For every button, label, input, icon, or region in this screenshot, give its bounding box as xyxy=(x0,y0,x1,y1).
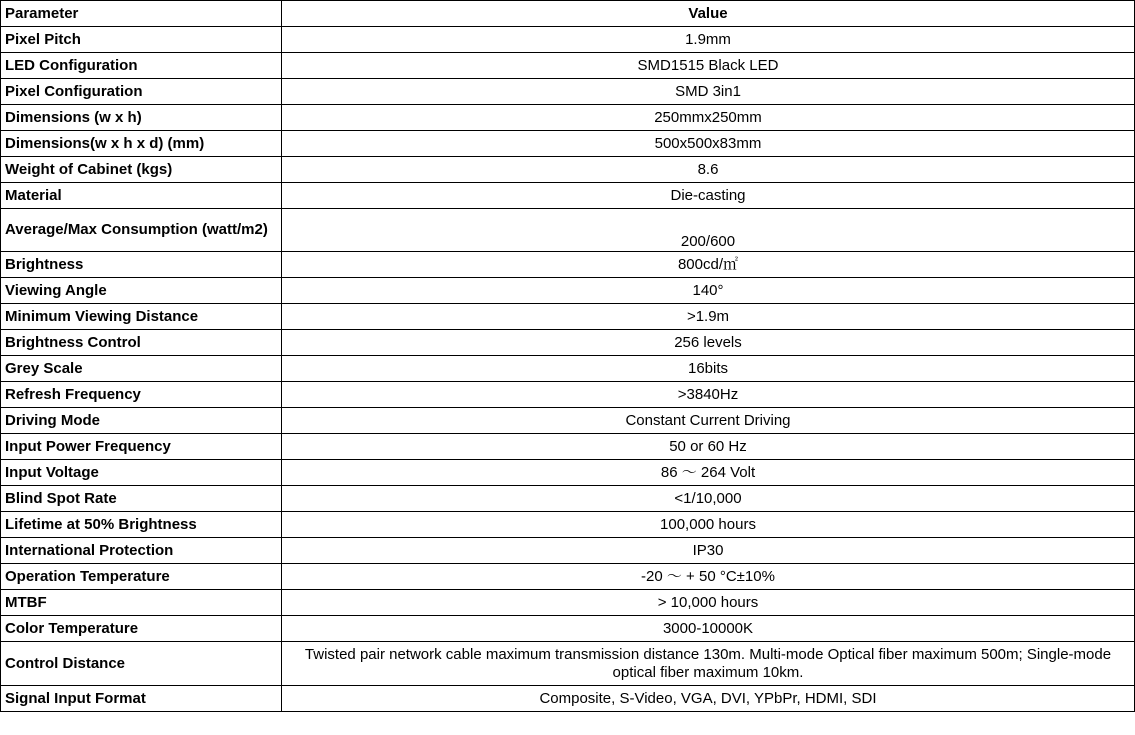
value-cell: <1/10,000 xyxy=(282,486,1135,512)
header-value: Value xyxy=(282,1,1135,27)
table-header-row xyxy=(1,1,1135,27)
value-cell: -20 ～ + 50 °C±10% xyxy=(282,564,1135,590)
value-cell: 800cd/㎡ xyxy=(282,252,1135,278)
table-row xyxy=(1,278,1135,304)
value-cell: >3840Hz xyxy=(282,382,1135,408)
table-row xyxy=(1,686,1135,712)
value-cell: SMD 3in1 xyxy=(282,79,1135,105)
table-row xyxy=(1,157,1135,183)
value-cell: Twisted pair network cable maximum transmission distance 130m. Multi-mode Optical fiber maximum 500m; Single-mode optical fiber maximum 10km. xyxy=(282,642,1135,686)
value-cell: 250mmx250mm xyxy=(282,105,1135,131)
value-cell: 100,000 hours xyxy=(282,512,1135,538)
value-cell: >1.9m xyxy=(282,304,1135,330)
value-cell: 86 ～ 264 Volt xyxy=(282,460,1135,486)
parameter-cell: Pixel Configuration xyxy=(1,79,282,105)
parameter-cell: Driving Mode xyxy=(1,408,282,434)
table-row xyxy=(1,105,1135,131)
table-row xyxy=(1,642,1135,686)
parameter-cell: Material xyxy=(1,183,282,209)
parameter-cell: Refresh Frequency xyxy=(1,382,282,408)
parameter-cell: Viewing Angle xyxy=(1,278,282,304)
table-row xyxy=(1,304,1135,330)
parameter-cell: Dimensions (w x h) xyxy=(1,105,282,131)
value-cell: 256 levels xyxy=(282,330,1135,356)
value-cell: 16bits xyxy=(282,356,1135,382)
value-cell: SMD1515 Black LED xyxy=(282,53,1135,79)
table-row xyxy=(1,356,1135,382)
value-cell: Composite, S-Video, VGA, DVI, YPbPr, HDMI, SDI xyxy=(282,686,1135,712)
value-cell: 3000-10000K xyxy=(282,616,1135,642)
parameter-cell: Blind Spot Rate xyxy=(1,486,282,512)
table-row xyxy=(1,434,1135,460)
table-row xyxy=(1,53,1135,79)
parameter-cell: Operation Temperature xyxy=(1,564,282,590)
parameter-cell: Color Temperature xyxy=(1,616,282,642)
table-row xyxy=(1,209,1135,252)
table-row xyxy=(1,27,1135,53)
parameter-cell: Weight of Cabinet (kgs) xyxy=(1,157,282,183)
parameter-cell: Brightness xyxy=(1,252,282,278)
table-row xyxy=(1,79,1135,105)
header-parameter: Parameter xyxy=(1,1,282,27)
table-row xyxy=(1,486,1135,512)
spec-table-body xyxy=(1,27,1135,712)
parameter-cell: Input Voltage xyxy=(1,460,282,486)
parameter-cell: MTBF xyxy=(1,590,282,616)
value-cell: IP30 xyxy=(282,538,1135,564)
value-cell: 140° xyxy=(282,278,1135,304)
table-row xyxy=(1,131,1135,157)
value-cell: > 10,000 hours xyxy=(282,590,1135,616)
parameter-cell: Signal Input Format xyxy=(1,686,282,712)
parameter-cell: International Protection xyxy=(1,538,282,564)
parameter-cell: Input Power Frequency xyxy=(1,434,282,460)
value-cell: Die-casting xyxy=(282,183,1135,209)
table-row xyxy=(1,252,1135,278)
table-row xyxy=(1,330,1135,356)
parameter-cell: Control Distance xyxy=(1,642,282,686)
table-row xyxy=(1,408,1135,434)
parameter-cell: Brightness Control xyxy=(1,330,282,356)
parameter-cell: Minimum Viewing Distance xyxy=(1,304,282,330)
value-cell: Constant Current Driving xyxy=(282,408,1135,434)
parameter-cell: Dimensions(w x h x d) (mm) xyxy=(1,131,282,157)
value-cell: 8.6 xyxy=(282,157,1135,183)
value-cell: 1.9mm xyxy=(282,27,1135,53)
parameter-cell: Lifetime at 50% Brightness xyxy=(1,512,282,538)
value-cell: 50 or 60 Hz xyxy=(282,434,1135,460)
table-row xyxy=(1,382,1135,408)
table-row xyxy=(1,564,1135,590)
parameter-cell: Average/Max Consumption (watt/m2) xyxy=(1,209,282,252)
table-row xyxy=(1,512,1135,538)
parameter-cell: Pixel Pitch xyxy=(1,27,282,53)
parameter-cell: LED Configuration xyxy=(1,53,282,79)
table-row xyxy=(1,590,1135,616)
table-row xyxy=(1,460,1135,486)
parameter-cell: Grey Scale xyxy=(1,356,282,382)
table-row xyxy=(1,538,1135,564)
value-cell: 500x500x83mm xyxy=(282,131,1135,157)
table-row xyxy=(1,616,1135,642)
value-cell: 200/600 xyxy=(282,209,1135,252)
table-row xyxy=(1,183,1135,209)
